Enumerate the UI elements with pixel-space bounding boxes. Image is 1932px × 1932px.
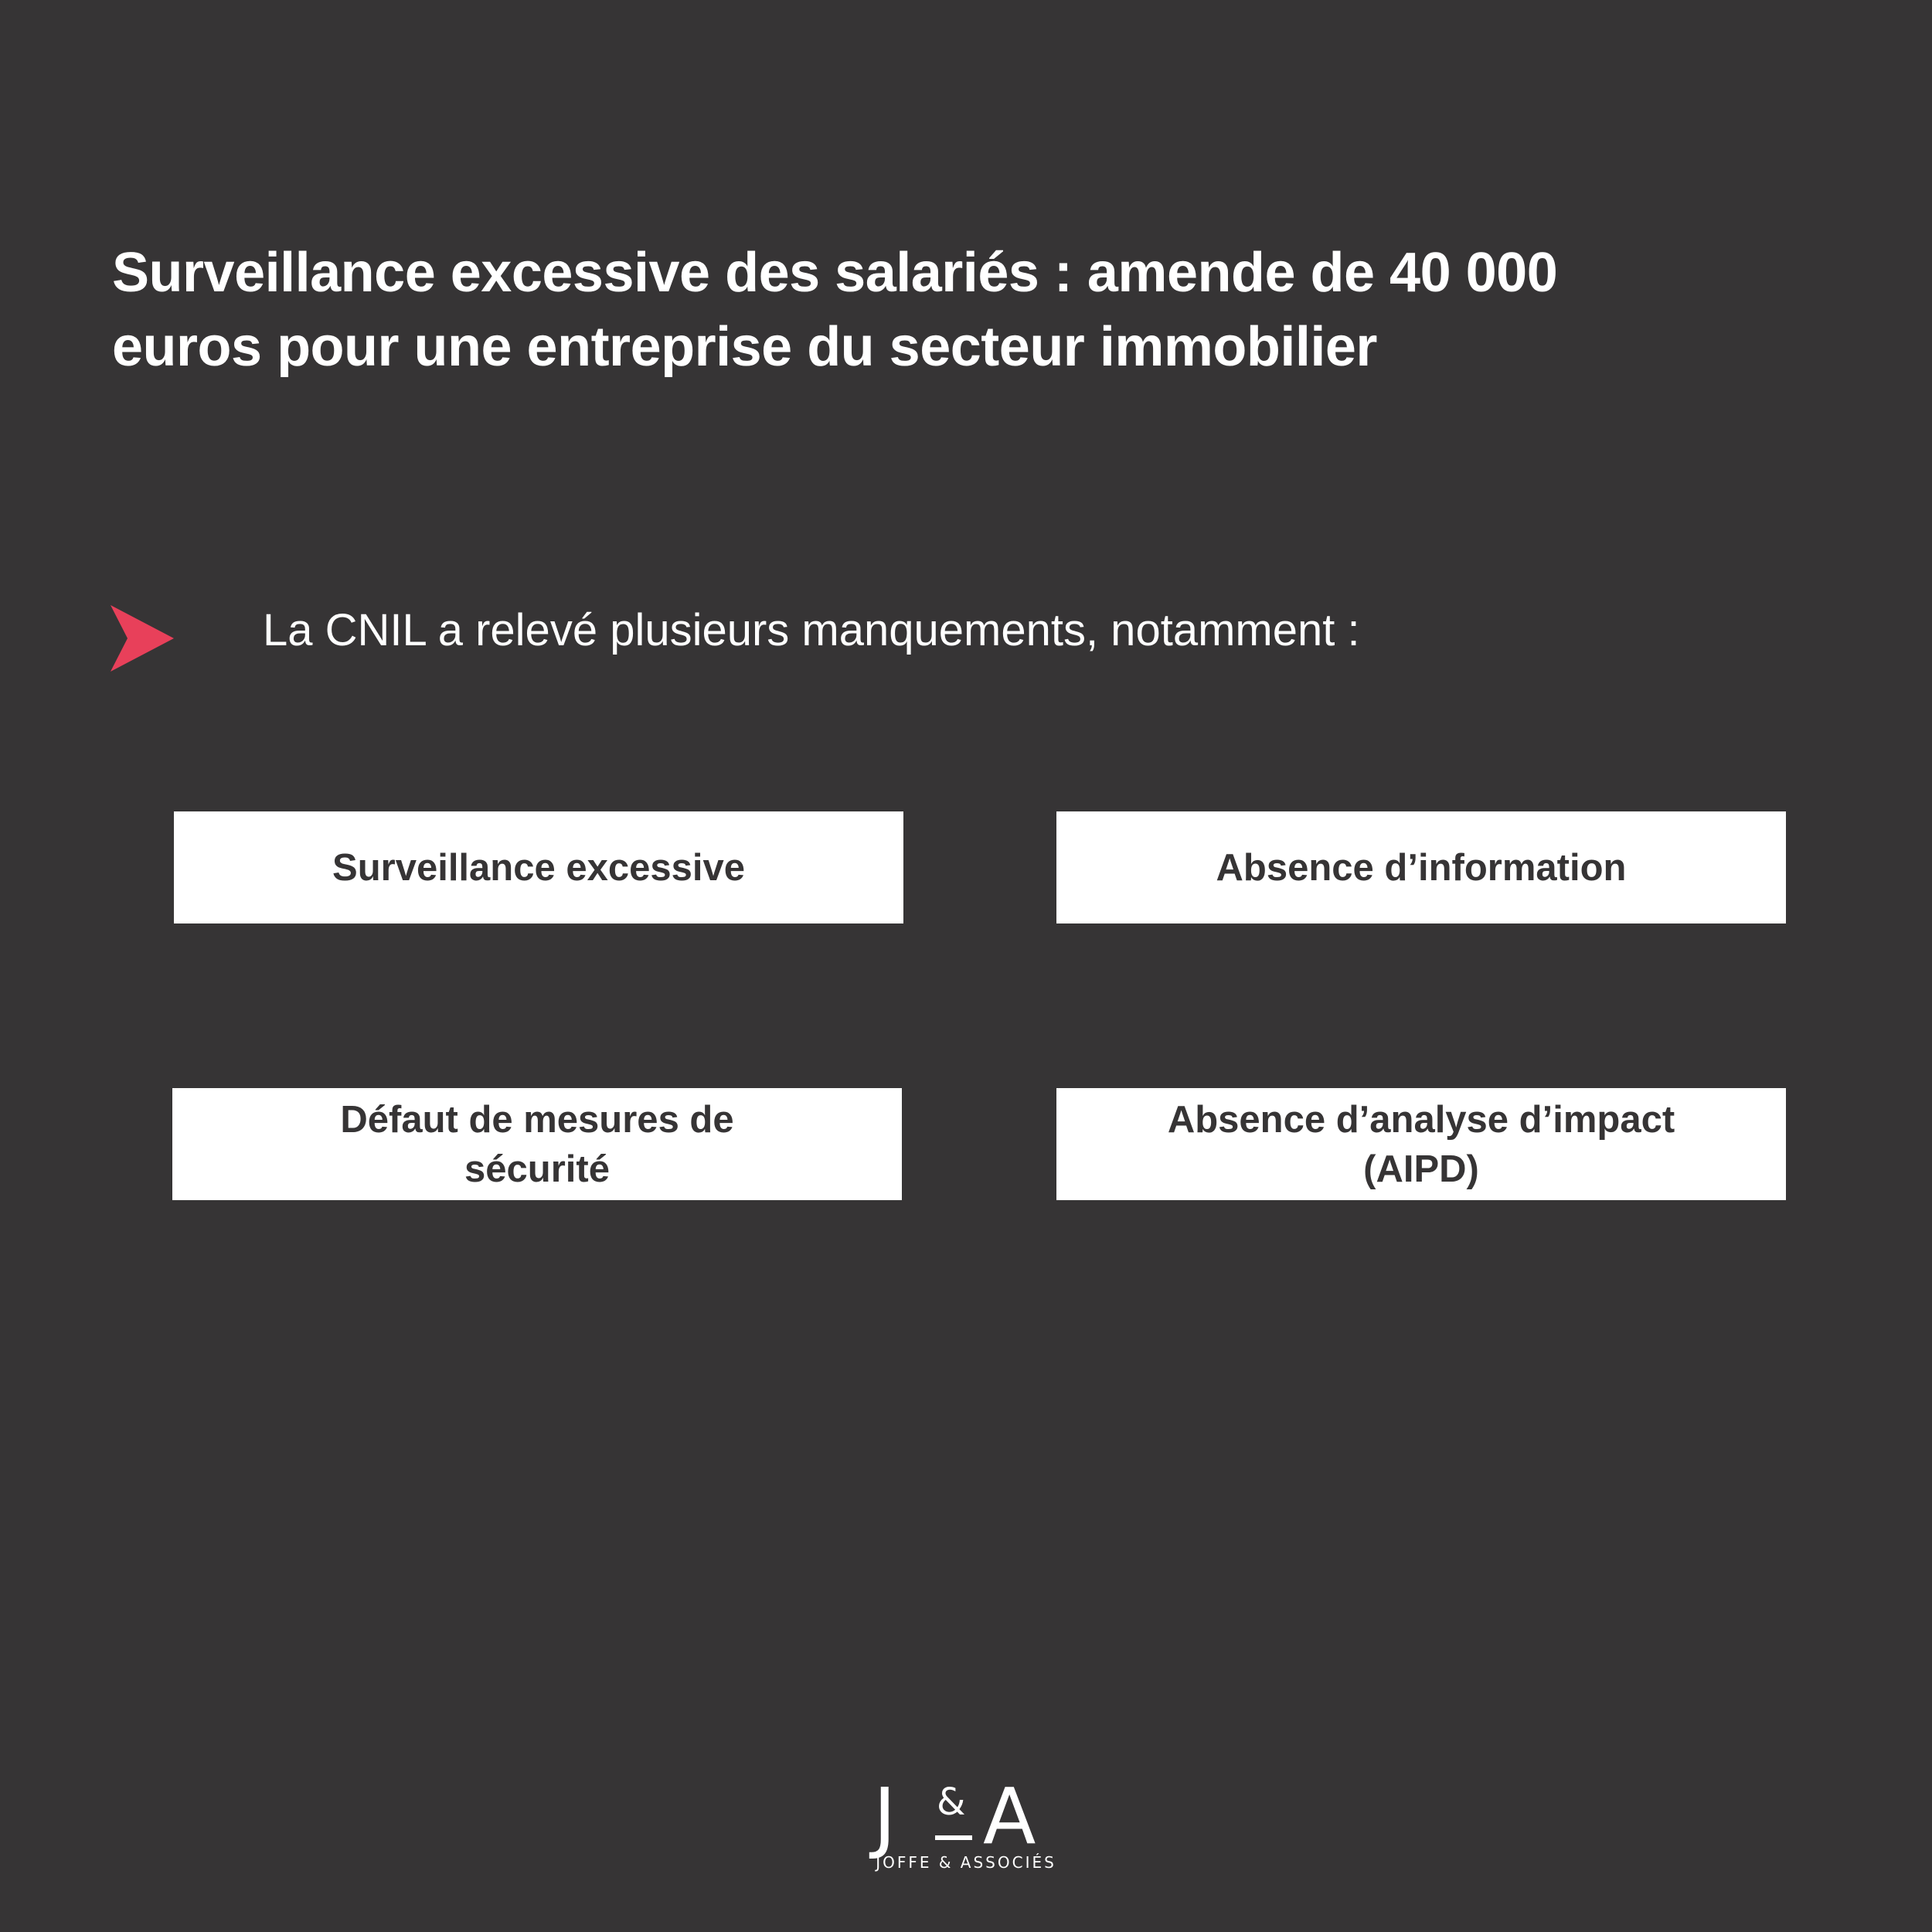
logo-ampersand: &	[937, 1781, 966, 1824]
item-label-line-1: Défaut de mesures de	[340, 1098, 734, 1141]
joffe-associes-logo	[850, 1770, 1082, 1878]
page-title	[112, 236, 1851, 384]
item-label-line-1: Absence d’analyse d’impact	[1167, 1098, 1675, 1141]
item-label: Absence d’information	[1216, 846, 1627, 889]
chevron-right-icon	[111, 605, 174, 672]
item-box-surveillance	[174, 811, 903, 923]
item-box-information	[1056, 811, 1786, 923]
item-label: Surveillance excessive	[332, 846, 745, 889]
logo-letter-j: J	[873, 1771, 896, 1862]
logo-letter-a: A	[983, 1771, 1036, 1862]
item-label-line-2: sécurité	[464, 1148, 610, 1190]
item-label-line-2: (AIPD)	[1363, 1148, 1479, 1190]
item-box-securite	[172, 1088, 902, 1200]
logo-caption: JOFFE & ASSOCIÉS	[876, 1853, 1056, 1872]
logo-underline	[935, 1835, 972, 1840]
item-box-aipd	[1056, 1088, 1786, 1200]
title-line-2: euros pour une entreprise du secteur immobilier	[112, 316, 1377, 378]
title-line-1: Surveillance excessive des salariés : amende de 40 000	[112, 242, 1558, 304]
intro-text: La CNIL a relevé plusieurs manquements, notamment :	[263, 605, 1360, 655]
